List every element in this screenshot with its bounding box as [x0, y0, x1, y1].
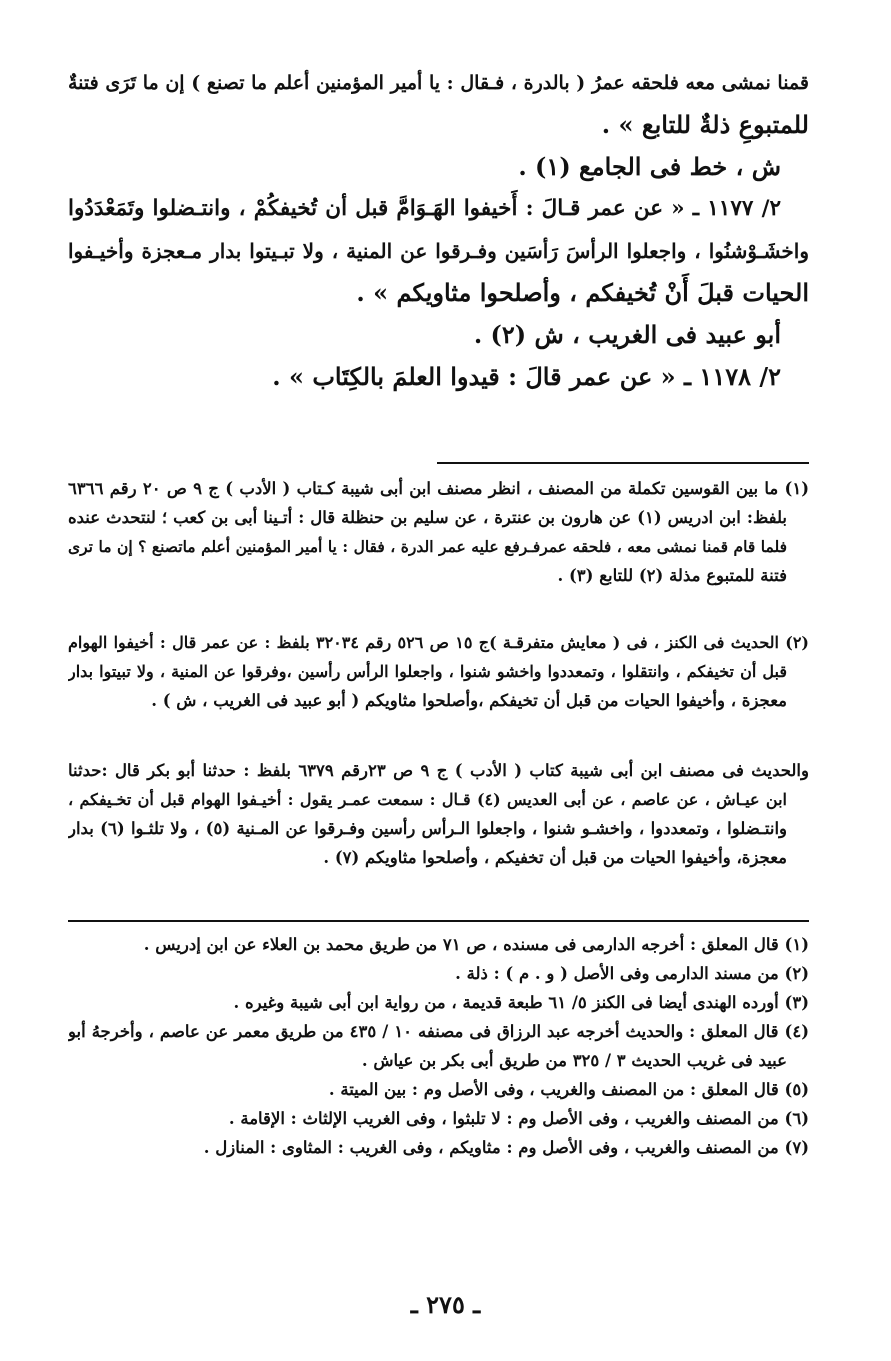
footnote-line: ابن عيـاش ، عن عاصم ، عن أبى العديس (٤) قـال : سمعت عمـر يقول : أخيـفوا الهوام قبل أن تخـيفكم ،: [68, 790, 787, 809]
main-line: قمنا نمشى معه فلحقه عمرُ ( بالدرة ، فـقال : يا أمير المؤمنين أعلم ما تصنع ) إن ما تَرَى فتنةٌ: [68, 72, 809, 94]
footnote-line: معجزة ، وأخيفوا الحيات من قبل أن تخيفكم ،وأصلحوا مثاويكم ( أبو عبيد فى الغريب ، ش ) .: [151, 691, 787, 710]
main-line: ش ، خط فى الجامع (١) .: [518, 152, 781, 181]
footnote-line: (١) قال المعلق : أخرجه الدارمى فى مسنده ، ص ٧١ من طريق محمد بن العلاء عن ابن إدريس .: [143, 935, 809, 954]
footnote-divider: [437, 462, 809, 464]
hadith-1178: ٢/ ١١٧٨ ـ « عن عمر قالَ : قيدوا العلمَ بالكِتَاب » .: [272, 362, 781, 391]
main-line: الحيات قبلَ أَنْ تُخيفكم ، وأصلحوا مثاويكم » .: [356, 278, 809, 307]
page-number: ـ ٢٧٥ ـ: [410, 1290, 481, 1319]
footnote-block: [68, 756, 809, 872]
footnote-line: (١) ما بين القوسين تكملة من المصنف ، انظر مصنف ابن أبى شيبة كـتاب ( الأدب ) ج ٩ ص ٢٠ رقم ٦٣٦٦: [68, 479, 809, 498]
footnote-line: (٢) الحديث فى الكنز ، فى ( معايش متفرقـة )ج ١٥ ص ٥٢٦ رقم ٣٢٠٣٤ بلفظ : عن عمر قال : أخيفوا الهوام: [68, 633, 809, 652]
footnote-line: (٧) من المصنف والغريب ، وفى الأصل وم : مثاويكم ، وفى الغريب : المثاوى : المنازل .: [203, 1138, 809, 1157]
footnote-line: وانتـضلوا ، وتمعددوا ، واخشـو شنوا ، واجعلوا الـرأس رأسين وفـرقوا عن المـنية (٥) ، ولا تلثـوا (٦) بدار: [68, 819, 788, 838]
hadith-1177-start: ٢/ ١١٧٧ ـ « عن عمر قـالَ : أَخيفوا الهَـوَامَّ قبل أن تُخيفكُمْ ، وانتـضلوا وتَمَعْدَدُوا: [68, 196, 782, 221]
footnote-line: (٣) أورده الهندى أيضا فى الكنز ٥/ ٦١ طبعة قديمة ، من رواية ابن أبى شيبة وغيره .: [233, 993, 809, 1012]
footnote-line: قبل أن تخيفكم ، وانتقلوا ، وتمعددوا واخشو شنوا ، واجعلوا الرأس رأسين ،وفرقوا عن المنية ، ولا تبيتوا بدار: [68, 662, 787, 681]
footnote-line: (٤) قال المعلق : والحديث أخرجه عبد الرزاق فى مصنفه ١٠ / ٤٣٥ من طريق معمر عن عاصم ، وأخرجهُ أبو: [68, 1022, 809, 1041]
footnote-line: (٢) من مسند الدارمى وفى الأصل ( و . م ) : ذلة .: [455, 964, 809, 983]
footnote-line: (٦) من المصنف والغريب ، وفى الأصل وم : لا تلبثوا ، وفى الغريب الإلثاث : الإقامة .: [228, 1109, 809, 1128]
main-line: للمتبوعِ ذلةٌ للتابع » .: [601, 110, 809, 139]
footnote-line: والحديث فى مصنف ابن أبى شيبة كتاب ( الأدب ) ج ٩ ص ٢٣رقم ٦٣٧٩ بلفظ : حدثنا أبو بكر قال :حدثنا: [68, 761, 809, 780]
footnote-line: (٥) قال المعلق : من المصنف والغريب ، وفى الأصل وم : بين الميتة .: [328, 1080, 809, 1099]
footnote-line: فلما قام قمنا نمشى معه ، فلحقه عمرفـرفع عليه عمر الدرة ، فقال : يا أمير المؤمنين أعلم ماتصنع ؟ إن ما ترى: [68, 537, 787, 556]
main-line: واخشَـوْشنُوا ، واجعلوا الرأسَ رَأسَين وفـرقوا عن المنية ، ولا تبـيتوا بدار مـعجزة وأخيـفوا: [68, 239, 809, 263]
footnote-block: [68, 628, 809, 715]
footnote-divider: [68, 920, 809, 922]
main-line: أبو عبيد فى الغريب ، ش (٢) .: [473, 320, 781, 349]
footnote-line: معجزة، وأخيفوا الحيات من قبل أن تخفيكم ، وأصلحوا مثاويكم (٧) .: [323, 848, 787, 867]
footnote-line: عبيد فى غريب الحديث ٣ / ٣٢٥ من طريق أبى بكر بن عياش .: [361, 1051, 787, 1070]
footnote-line: فتنة للمتبوع مذلة (٢) للتابع (٣) .: [557, 566, 787, 585]
secondary-footnotes: [68, 930, 809, 1162]
footnote-block: [68, 474, 809, 590]
footnote-line: بلفظ: ابن ادريس (١) عن هارون بن عنترة ، عن سليم بن حنظلة قال : أتـينا أبى بن كعب ؛ لنتحدث عنده: [68, 508, 788, 527]
main-text: [68, 62, 809, 398]
